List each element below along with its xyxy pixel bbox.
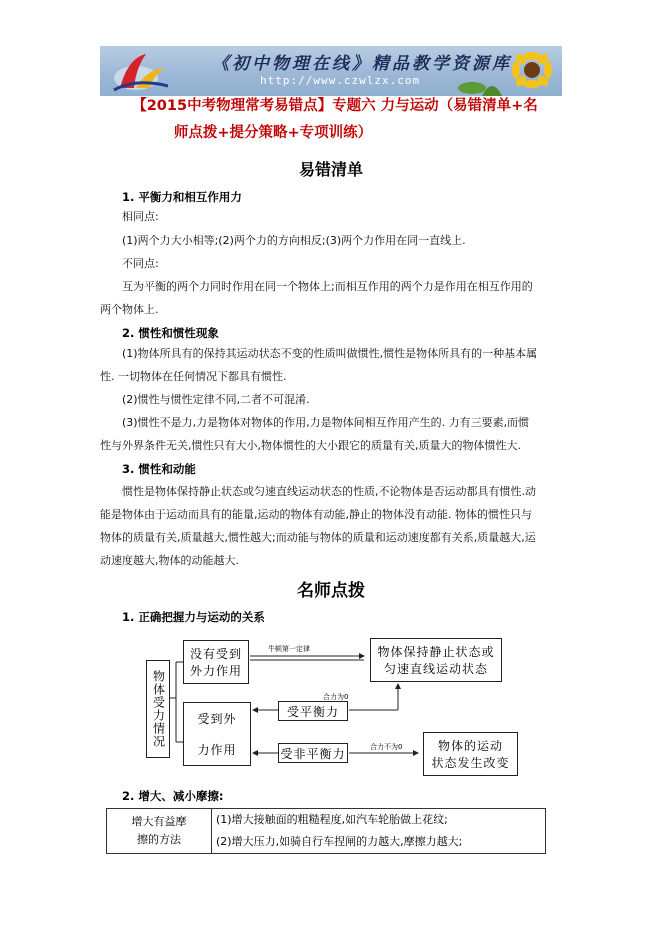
paragraph-line: 不同点: <box>122 257 159 270</box>
label-net-nonzero: 合力不为0 <box>370 743 403 751</box>
paragraph-line: 两个物体上. <box>100 303 159 316</box>
item-heading-2: 2. 惯性和惯性现象 <box>122 326 219 340</box>
banner-title: 《初中物理在线》精品教学资源库 <box>212 54 512 74</box>
box-state-change-line-2: 状态发生改变 <box>431 756 510 770</box>
table-cell-label <box>107 809 212 854</box>
paragraph-line: (1)物体所具有的保持其运动状态不变的性质叫做惯性,惯性是物体所具有的一种基本属 <box>122 347 538 360</box>
box-force-applied <box>183 702 251 766</box>
label-net-zero: 合力为0 <box>323 693 349 701</box>
paragraph-line: (1)两个力大小相等;(2)两个力的方向相反;(3)两个力作用在同一直线上. <box>122 234 466 247</box>
box-state-static-line-1: 物体保持静止状态或 <box>377 645 495 659</box>
box-unbalanced: 受非平衡力 <box>278 743 348 763</box>
box-force-applied-line-1: 受到外 <box>197 712 237 726</box>
paragraph-line: 性. 一切物体在任何情况下都具有惯性. <box>100 370 287 383</box>
item-heading-3: 3. 惯性和动能 <box>122 462 196 476</box>
item-heading-1: 1. 平衡力和相互作用力 <box>122 190 242 204</box>
section-title-tips: 名师点拨 <box>297 581 365 601</box>
header-banner <box>100 46 562 96</box>
box-state-change <box>423 732 518 776</box>
box-state-static <box>370 638 502 682</box>
table-label-line-2: 擦的方法 <box>137 833 181 846</box>
table-row <box>107 809 546 832</box>
paragraph-line: 相同点: <box>122 210 159 223</box>
paragraph-line: 动速度越大,物体的动能越大. <box>100 554 239 567</box>
table-label-line-1: 增大有益摩 <box>131 815 187 828</box>
paragraph-line: (2)惯性与惯性定律不同,二者不可混淆. <box>122 393 310 406</box>
box-no-force <box>183 640 249 684</box>
table-cell-method-2: (2)增大压力,如骑自行车捏闸的力越大,摩擦力越大; <box>212 831 546 854</box>
site-logo-icon <box>106 48 176 94</box>
doc-title-line-1: 【2015中考物理常考易错点】专题六 力与运动（易错清单+名 <box>132 98 538 114</box>
box-no-force-line-2: 外力作用 <box>189 664 242 678</box>
paragraph-line: 惯性是物体保持静止状态或匀速直线运动状态的性质,不论物体是否运动都具有惯性.动 <box>122 485 536 498</box>
item-heading-force-motion: 1. 正确把握力与运动的关系 <box>122 610 265 624</box>
box-force-applied-line-2: 力作用 <box>197 743 237 757</box>
friction-table <box>106 808 546 854</box>
sunflower-icon <box>442 46 562 96</box>
box-balanced: 受平衡力 <box>278 701 348 721</box>
force-motion-diagram <box>138 632 528 782</box>
table-cell-method-1: (1)增大接触面的粗糙程度,如汽车轮胎做上花纹; <box>212 809 546 832</box>
banner-url: http://www.czwlzx.com <box>260 74 421 87</box>
paragraph-line: 互为平衡的两个力同时作用在同一个物体上;而相互作用的两个力是作用在相互作用的 <box>122 280 533 293</box>
doc-title-line-2: 师点拨+提分策略+专项训练） <box>173 125 373 141</box>
paragraph-line: 能是物体由于运动而具有的能量,运动的物体有动能,静止的物体没有动能. 物体的惯性只与 <box>100 508 532 521</box>
box-force-condition: 物体受力情况 <box>146 660 170 758</box>
label-newton-law: 牛顿第一定律 <box>268 645 310 653</box>
paragraph-line: 性与外界条件无关,惯性只有大小,物体惯性的大小跟它的质量有关,质量大的物体惯性大. <box>100 439 521 452</box>
box-state-static-line-2: 匀速直线运动状态 <box>383 662 488 676</box>
paragraph-line: 物体的质量有关,质量越大,惯性越大;而动能与物体的质量和运动速度都有关系,质量越大,运 <box>100 531 536 544</box>
paragraph-line: (3)惯性不是力,力是物体对物体的作用,力是物体间相互作用产生的. 力有三要素,而惯 <box>122 416 530 429</box>
section-title-errors: 易错清单 <box>298 160 363 179</box>
box-state-change-line-1: 物体的运动 <box>437 739 503 753</box>
box-no-force-line-1: 没有受到 <box>189 647 242 661</box>
item-heading-friction: 2. 增大、减小摩擦: <box>122 789 224 803</box>
